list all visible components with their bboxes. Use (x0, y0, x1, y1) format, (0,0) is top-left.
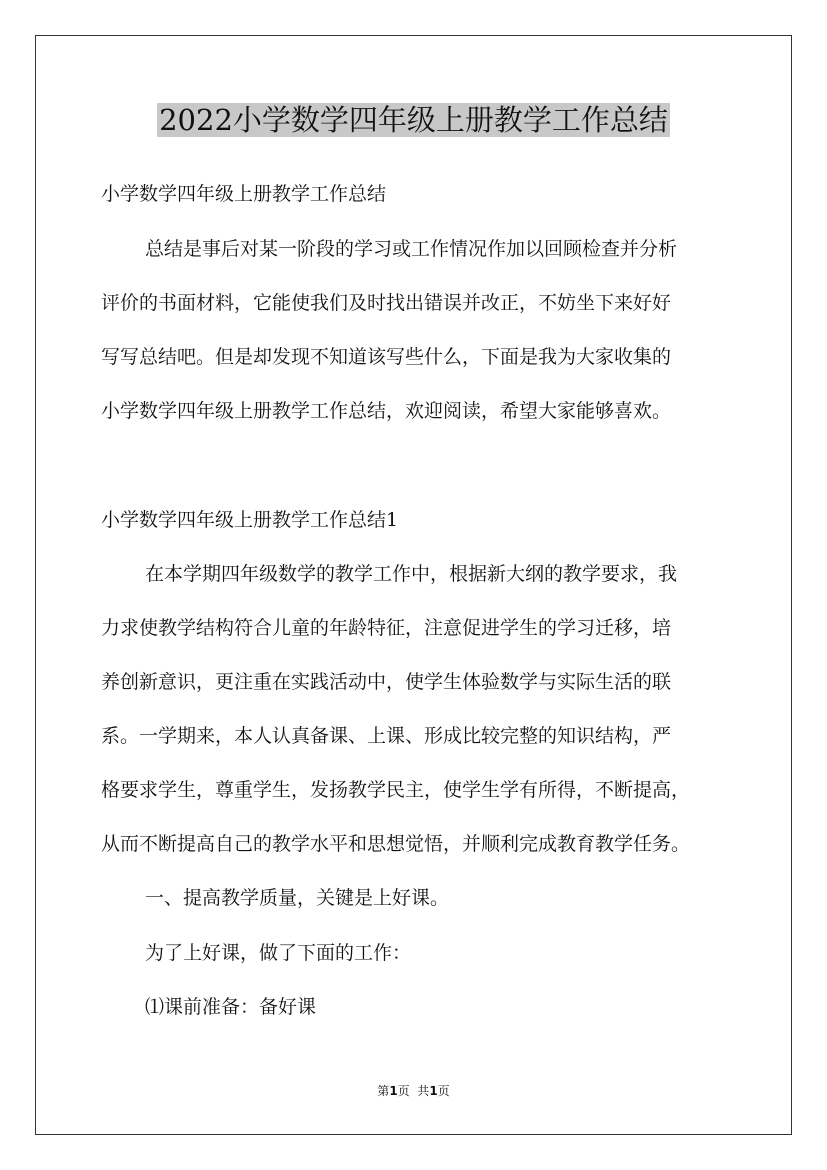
point-intro: 为了上好课，做了下面的工作： (145, 942, 412, 964)
footer-page-mid: 页 共 (397, 1084, 430, 1098)
document-subtitle: 小学数学四年级上册教学工作总结 (101, 183, 387, 205)
body-line-3: 养创新意识，更注重在实践活动中，使学生体验数学与实际生活的联 (101, 671, 672, 693)
page-footer (0, 1083, 827, 1099)
section-heading: 小学数学四年级上册教学工作总结1 (101, 509, 399, 531)
intro-line-4: 小学数学四年级上册教学工作总结，欢迎阅读，希望大家能够喜欢。 (101, 400, 672, 422)
footer-page-prefix: 第 (377, 1084, 390, 1098)
footer-page-total: 1 (429, 1084, 438, 1098)
footer-page-current: 1 (389, 1084, 398, 1098)
intro-line-2: 评价的书面材料，它能使我们及时找出错误并改正，不妨坐下来好好 (101, 292, 672, 314)
body-line-2: 力求使教学结构符合儿童的年龄特征，注意促进学生的学习迁移，培 (101, 617, 672, 639)
intro-line-3: 写写总结吧。但是却发现不知道该写些什么，下面是我为大家收集的 (101, 346, 672, 368)
point-one: 一、提高教学质量，关键是上好课。 (145, 887, 450, 909)
body-line-4: 系。一学期来，本人认真备课、上课、形成比较完整的知识结构，严 (101, 725, 672, 747)
sub-point: ⑴课前准备：备好课 (145, 996, 317, 1018)
body-line-1: 在本学期四年级数学的教学工作中，根据新大纲的教学要求，我 (145, 563, 678, 585)
footer-page-suffix: 页 (437, 1084, 450, 1098)
body-line-6: 从而不断提高自己的教学水平和思想觉悟，并顺利完成教育教学任务。 (101, 833, 691, 855)
document-title: 2022小学数学四年级上册教学工作总结 (159, 103, 668, 137)
body-line-5: 格要求学生，尊重学生，发扬教学民主，使学生学有所得，不断提高， (101, 779, 691, 801)
intro-line-1: 总结是事后对某一阶段的学习或工作情况作加以回顾检查并分析 (145, 238, 678, 260)
